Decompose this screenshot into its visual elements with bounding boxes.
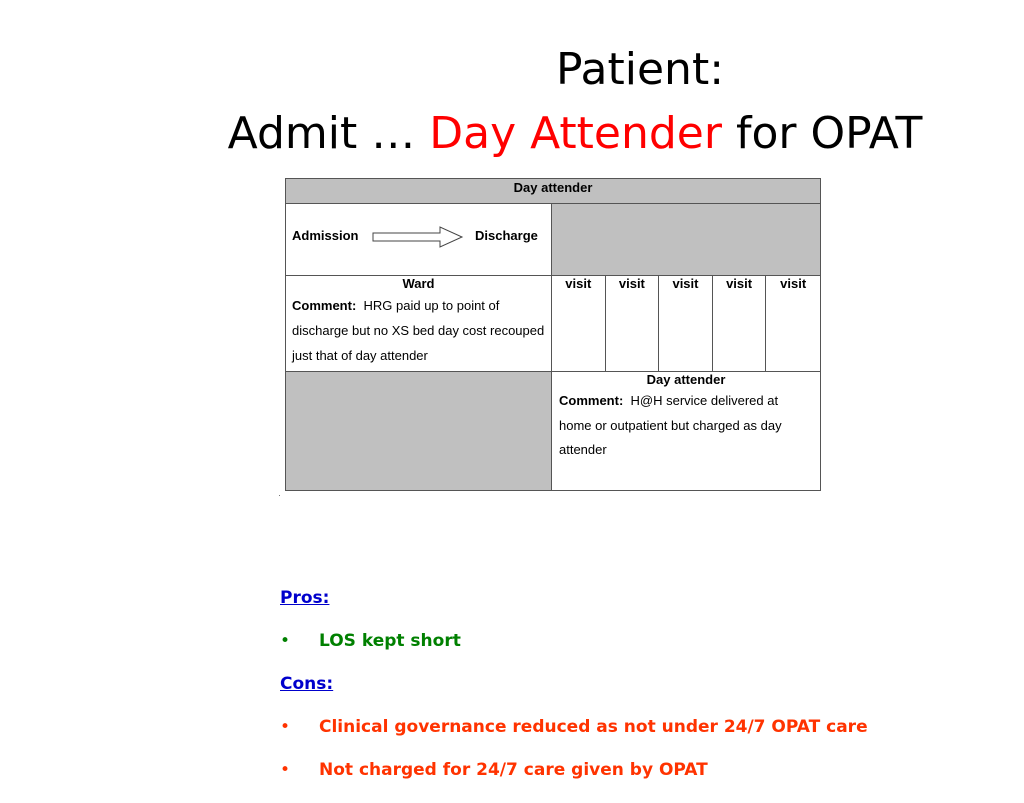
ward-comment <box>292 293 545 368</box>
day-attender-cell <box>552 372 820 490</box>
slide-title <box>150 38 1000 166</box>
ward-title: Ward <box>402 276 435 291</box>
bullet-icon: • <box>280 631 291 651</box>
title-prefix: Admit … <box>227 108 430 159</box>
title-line-2 <box>150 102 1000 166</box>
visit-cell: visit <box>659 276 713 372</box>
admission-label: Admission <box>292 228 359 243</box>
visit-cell: visit <box>713 276 767 372</box>
title-highlight: Day Attender <box>429 108 722 159</box>
pros-cons-list <box>280 588 868 803</box>
ward-comment-label: Comment: <box>292 298 357 313</box>
ward-comment-text: HRG paid up to point of discharge but no XS bed day cost recouped just that of day attender <box>292 298 545 363</box>
day-attender-comment <box>559 389 813 463</box>
cons-item <box>280 717 868 760</box>
title-line-1: Patient: <box>555 44 725 95</box>
cons-item <box>280 760 708 803</box>
visit-cell: visit <box>606 276 660 372</box>
day-comment-label: Comment: <box>559 393 624 408</box>
visit-cell: visit <box>552 276 606 372</box>
pros-heading: Pros: <box>280 588 330 608</box>
ward-cell <box>286 276 552 372</box>
table-header: Day attender <box>286 179 820 204</box>
bullet-icon: • <box>280 760 291 780</box>
discharge-label: Discharge <box>475 228 538 243</box>
stray-dot <box>279 495 280 496</box>
cons-heading: Cons: <box>280 674 334 694</box>
day-comment-text: H@H service delivered at home or outpatient but charged as day attender <box>559 393 782 457</box>
day-attender-table <box>285 178 821 491</box>
gray-cell-top-right <box>552 204 820 276</box>
pros-item <box>280 631 461 674</box>
arrow-right-icon <box>372 226 464 248</box>
cons-item-text: Clinical governance reduced as not under 24/7 OPAT care <box>319 717 868 737</box>
cons-item-text: Not charged for 24/7 care given by OPAT <box>319 760 708 780</box>
visit-cell: visit <box>766 276 820 372</box>
gray-cell-bottom-left <box>286 372 552 490</box>
admission-discharge-cell <box>286 204 552 276</box>
bullet-icon: • <box>280 717 291 737</box>
day-attender-title: Day attender <box>646 372 726 387</box>
title-suffix: for OPAT <box>721 108 923 159</box>
pros-item-text: LOS kept short <box>319 631 461 651</box>
